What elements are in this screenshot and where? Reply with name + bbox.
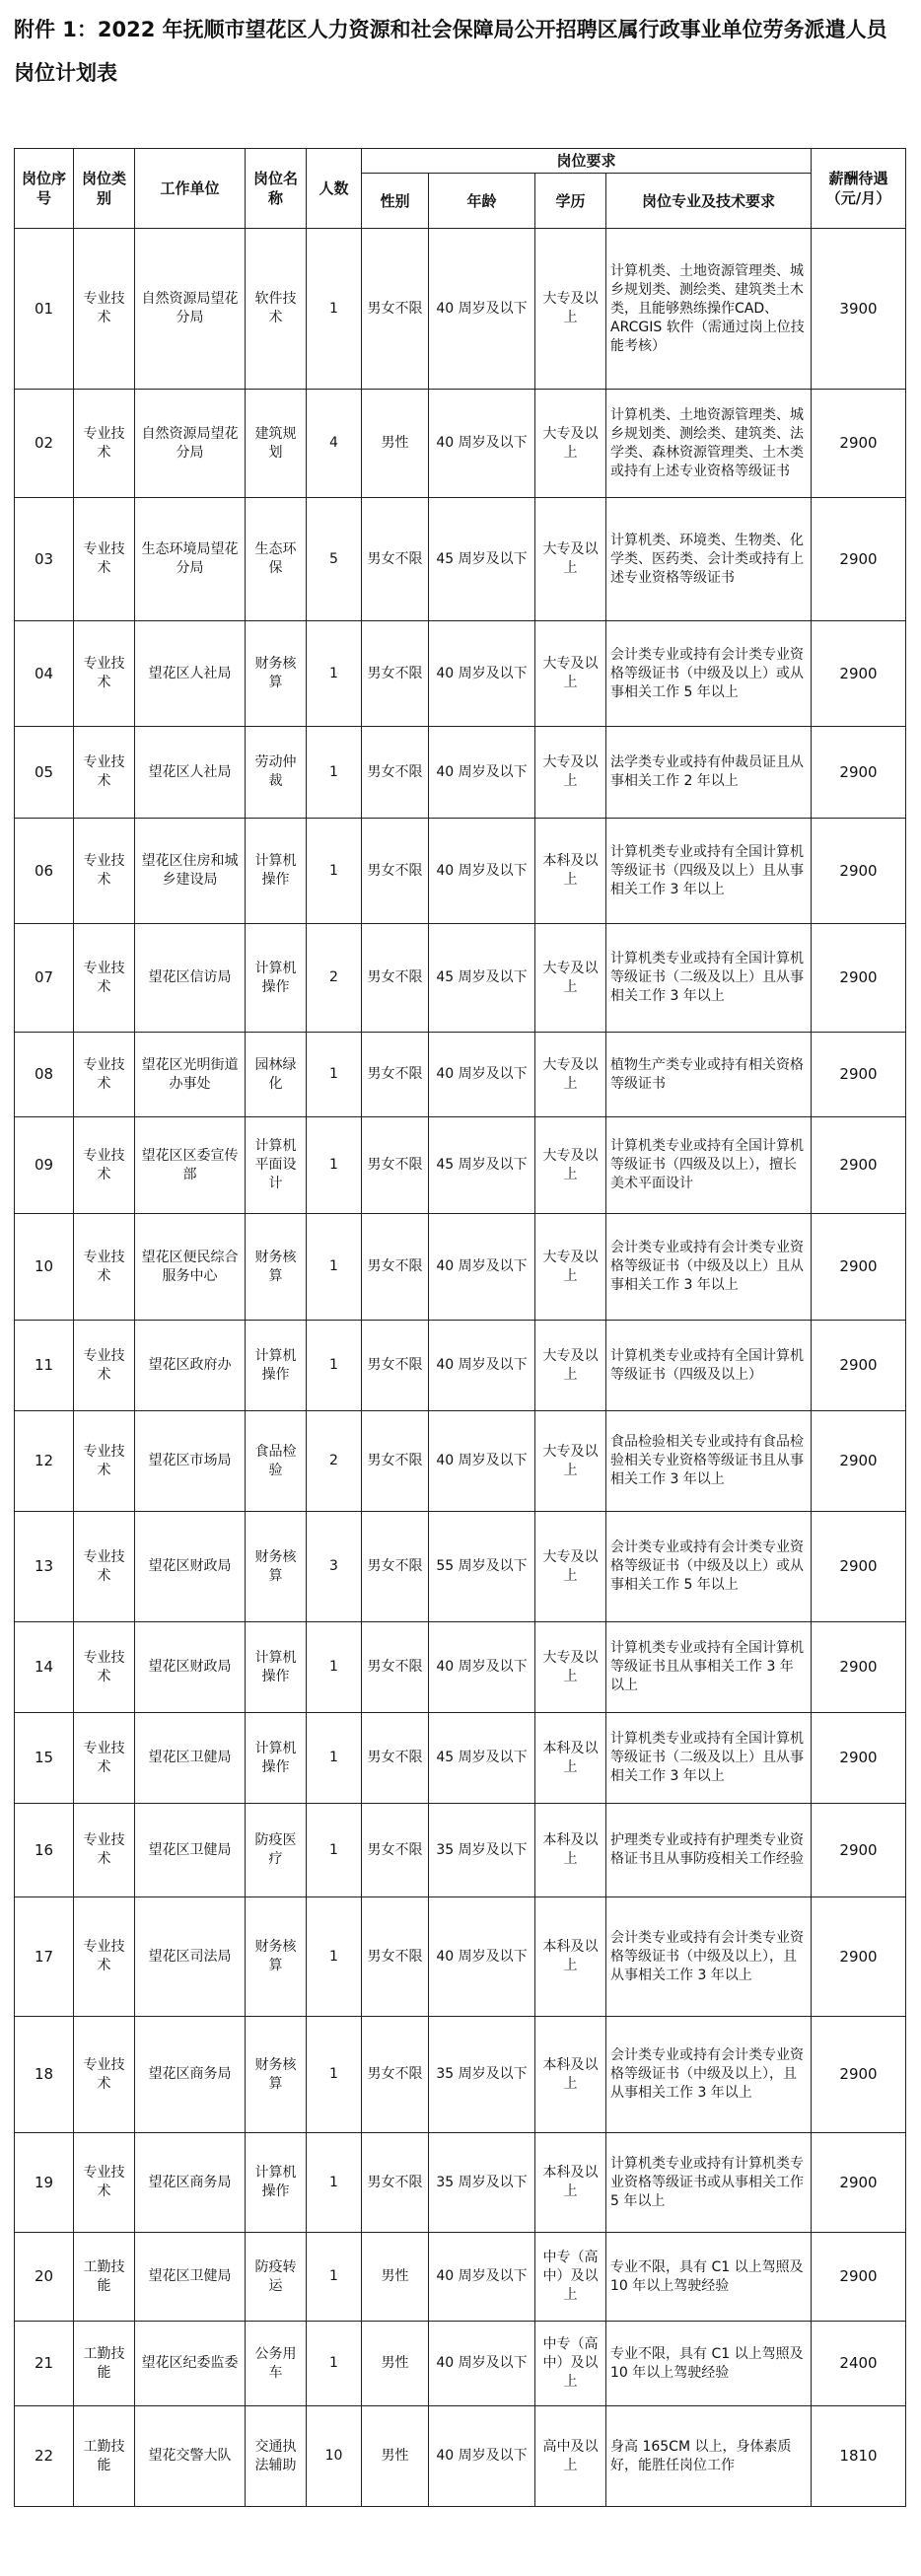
table-cell-unit: 自然资源局望花分局 [135,390,246,498]
table-cell-education: 大专及以上 [535,1214,606,1321]
table-cell-education: 中专（高中）及以上 [535,2322,606,2406]
table-cell-category: 专业技术 [74,819,135,924]
table-cell-seq: 18 [15,2017,74,2133]
table-cell-post: 防疫医疗 [246,1804,307,1897]
table-cell-category: 专业技术 [74,727,135,819]
table-cell-post: 交通执法辅助 [246,2406,307,2507]
table-cell-post: 公务用车 [246,2322,307,2406]
table-cell-age: 45 周岁及以下 [429,498,535,621]
table-cell-count: 10 [307,2406,362,2507]
table-row [15,2017,906,2133]
table-cell-unit: 望花区财政局 [135,1622,246,1713]
table-cell-salary: 3900 [812,229,906,390]
table-cell-education: 本科及以上 [535,2017,606,2133]
table-cell-seq: 09 [15,1117,74,1214]
table-cell-seq: 12 [15,1411,74,1512]
table-cell-salary: 2400 [812,2322,906,2406]
table-cell-age: 40 周岁及以下 [429,1897,535,2017]
table-cell-age: 40 周岁及以下 [429,390,535,498]
table-cell-post: 计算机操作 [246,1713,307,1804]
table-cell-salary: 2900 [812,2133,906,2233]
table-cell-education: 本科及以上 [535,2133,606,2233]
header-major: 岗位专业及技术要求 [606,174,812,229]
table-cell-education: 本科及以上 [535,1713,606,1804]
table-cell-age: 45 周岁及以下 [429,1117,535,1214]
table-cell-post: 财务核算 [246,2017,307,2133]
table-cell-major: 计算机类、土地资源管理类、城乡规划类、测绘类、建筑类、法学类、森林资源管理类、土木类或持有上述专业资格等级证书 [606,390,812,498]
table-cell-unit: 生态环境局望花分局 [135,498,246,621]
table-cell-seq: 06 [15,819,74,924]
table-cell-gender: 男女不限 [362,621,429,727]
table-cell-gender: 男性 [362,2406,429,2507]
table-cell-gender: 男女不限 [362,819,429,924]
table-row [15,390,906,498]
table-cell-category: 专业技术 [74,1897,135,2017]
table-cell-salary: 2900 [812,1117,906,1214]
table-cell-unit: 望花区市场局 [135,1411,246,1512]
table-cell-count: 2 [307,1411,362,1512]
table-cell-seq: 13 [15,1512,74,1622]
table-cell-unit: 望花区卫健局 [135,1804,246,1897]
table-cell-age: 40 周岁及以下 [429,1411,535,1512]
table-cell-post: 财务核算 [246,1512,307,1622]
table-cell-count: 1 [307,1897,362,2017]
header-requirements: 岗位要求 [362,149,812,174]
table-cell-salary: 2900 [812,1033,906,1117]
table-row [15,2406,906,2507]
table-cell-unit: 望花区司法局 [135,1897,246,2017]
table-cell-major: 计算机类专业或持有全国计算机等级证书（二级及以上）且从事相关工作 3 年以上 [606,1713,812,1804]
table-cell-unit: 望花区商务局 [135,2133,246,2233]
table-cell-count: 1 [307,1713,362,1804]
page-title: 附件 1：2022 年抚顺市望花区人力资源和社会保障局公开招聘区属行政事业单位劳务派遣人员岗位计划表 [14,18,887,85]
header-salary: 薪酬待遇（元/月） [812,149,906,229]
table-row [15,1321,906,1411]
table-row [15,1622,906,1713]
table-cell-education: 本科及以上 [535,1897,606,2017]
table-cell-post: 财务核算 [246,1214,307,1321]
table-cell-major: 计算机类专业或持有计算机类专业资格等级证书或从事相关工作 5 年以上 [606,2133,812,2233]
table-cell-age: 40 周岁及以下 [429,1214,535,1321]
table-cell-gender: 男女不限 [362,1411,429,1512]
table-row [15,1033,906,1117]
table-row [15,1804,906,1897]
table-cell-unit: 自然资源局望花分局 [135,229,246,390]
table-cell-seq: 05 [15,727,74,819]
table-cell-post: 防疫转运 [246,2233,307,2322]
table-cell-gender: 男性 [362,2322,429,2406]
table-cell-major: 计算机类专业或持有全国计算机等级证书（四级及以上），擅长美术平面设计 [606,1117,812,1214]
table-cell-seq: 19 [15,2133,74,2233]
table-cell-education: 大专及以上 [535,1622,606,1713]
table-cell-post: 园林绿化 [246,1033,307,1117]
table-cell-gender: 男女不限 [362,229,429,390]
table-cell-salary: 2900 [812,2233,906,2322]
table-row [15,2133,906,2233]
header-education: 学历 [535,174,606,229]
table-cell-count: 1 [307,2322,362,2406]
table-cell-major: 食品检验相关专业或持有食品检验相关专业资格等级证书且从事相关工作 3 年以上 [606,1411,812,1512]
table-cell-unit: 望花区财政局 [135,1512,246,1622]
table-cell-gender: 男女不限 [362,2133,429,2233]
table-cell-major: 会计类专业或持有会计类专业资格等级证书（中级及以上），且从事相关工作 3 年以上 [606,2017,812,2133]
job-plan-table [14,148,906,2507]
table-cell-age: 55 周岁及以下 [429,1512,535,1622]
table-cell-salary: 2900 [812,924,906,1033]
table-cell-category: 专业技术 [74,2133,135,2233]
table-cell-unit: 望花区人社局 [135,727,246,819]
table-cell-category: 专业技术 [74,498,135,621]
table-cell-salary: 2900 [812,1622,906,1713]
table-cell-seq: 17 [15,1897,74,2017]
table-cell-seq: 22 [15,2406,74,2507]
table-cell-salary: 2900 [812,2017,906,2133]
table-cell-unit: 望花区卫健局 [135,1713,246,1804]
table-cell-major: 专业不限，具有 C1 以上驾照及 10 年以上驾驶经验 [606,2322,812,2406]
table-cell-gender: 男女不限 [362,2017,429,2133]
table-cell-major: 计算机类、土地资源管理类、城乡规划类、测绘类、建筑类土木类，且能够熟练操作CAD、ARCGIS 软件（需通过岗上位技能考核） [606,229,812,390]
table-cell-gender: 男性 [362,390,429,498]
header-seq: 岗位序号 [15,149,74,229]
table-cell-education: 中专（高中）及以上 [535,2233,606,2322]
header-age: 年龄 [429,174,535,229]
table-cell-age: 35 周岁及以下 [429,2133,535,2233]
table-cell-gender: 男女不限 [362,1622,429,1713]
table-cell-major: 法学类专业或持有仲裁员证且从事相关工作 2 年以上 [606,727,812,819]
table-cell-major: 会计类专业或持有会计类专业资格等级证书（中级及以上），且从事相关工作 3 年以上 [606,1897,812,2017]
table-cell-count: 4 [307,390,362,498]
table-cell-salary: 2900 [812,1897,906,2017]
table-cell-salary: 2900 [812,727,906,819]
table-cell-education: 大专及以上 [535,1411,606,1512]
table-cell-salary: 2900 [812,390,906,498]
table-cell-major: 会计类专业或持有会计类专业资格等级证书（中级及以上）或从事相关工作 5 年以上 [606,621,812,727]
table-cell-education: 本科及以上 [535,1804,606,1897]
table-cell-major: 护理类专业或持有护理类专业资格证书且从事防疫相关工作经验 [606,1804,812,1897]
table-cell-salary: 2900 [812,1321,906,1411]
table-cell-count: 1 [307,2017,362,2133]
table-cell-unit: 望花区政府办 [135,1321,246,1411]
table-cell-post: 计算机平面设计 [246,1117,307,1214]
table-cell-major: 计算机类、环境类、生物类、化学类、医药类、会计类或持有上述专业资格等级证书 [606,498,812,621]
table-cell-major: 会计类专业或持有会计类专业资格等级证书（中级及以上）或从事相关工作 5 年以上 [606,1512,812,1622]
table-cell-seq: 14 [15,1622,74,1713]
table-cell-seq: 04 [15,621,74,727]
table-cell-unit: 望花区人社局 [135,621,246,727]
table-cell-seq: 03 [15,498,74,621]
table-row [15,1897,906,2017]
table-cell-count: 2 [307,924,362,1033]
table-cell-gender: 男女不限 [362,498,429,621]
table-cell-unit: 望花区商务局 [135,2017,246,2133]
table-cell-post: 财务核算 [246,621,307,727]
table-cell-salary: 2900 [812,1512,906,1622]
table-cell-age: 40 周岁及以下 [429,2322,535,2406]
table-cell-count: 5 [307,498,362,621]
table-cell-post: 计算机操作 [246,1622,307,1713]
table-cell-category: 专业技术 [74,1411,135,1512]
table-cell-count: 1 [307,1033,362,1117]
table-cell-major: 身高 165CM 以上，身体素质好，能胜任岗位工作 [606,2406,812,2507]
table-cell-seq: 08 [15,1033,74,1117]
table-cell-gender: 男女不限 [362,924,429,1033]
table-cell-education: 大专及以上 [535,727,606,819]
table-cell-unit: 望花区区委宣传部 [135,1117,246,1214]
table-cell-gender: 男性 [362,2233,429,2322]
header-post: 岗位名称 [246,149,307,229]
table-cell-category: 专业技术 [74,1117,135,1214]
table-cell-seq: 10 [15,1214,74,1321]
table-cell-seq: 20 [15,2233,74,2322]
table-row [15,1512,906,1622]
table-cell-count: 3 [307,1512,362,1622]
table-cell-education: 本科及以上 [535,819,606,924]
table-cell-seq: 16 [15,1804,74,1897]
table-cell-seq: 15 [15,1713,74,1804]
table-cell-count: 1 [307,1117,362,1214]
table-cell-education: 大专及以上 [535,390,606,498]
table-cell-post: 生态环保 [246,498,307,621]
table-row [15,1411,906,1512]
table-row [15,1117,906,1214]
table-cell-age: 40 周岁及以下 [429,1321,535,1411]
table-cell-major: 计算机类专业或持有全国计算机等级证书（二级及以上）且从事相关工作 3 年以上 [606,924,812,1033]
header-count: 人数 [307,149,362,229]
table-row [15,621,906,727]
table-cell-category: 专业技术 [74,2017,135,2133]
table-cell-category: 专业技术 [74,1622,135,1713]
table-cell-category: 专业技术 [74,1804,135,1897]
table-row [15,498,906,621]
table-cell-age: 35 周岁及以下 [429,1804,535,1897]
table-cell-major: 计算机类专业或持有全国计算机等级证书且从事相关工作 3 年以上 [606,1622,812,1713]
table-cell-post: 建筑规划 [246,390,307,498]
table-cell-category: 工勤技能 [74,2322,135,2406]
table-cell-salary: 2900 [812,819,906,924]
table-row [15,2322,906,2406]
table-row [15,1713,906,1804]
table-cell-count: 1 [307,1214,362,1321]
table-cell-category: 工勤技能 [74,2233,135,2322]
table-cell-category: 专业技术 [74,1512,135,1622]
table-row [15,819,906,924]
table-cell-salary: 2900 [812,1804,906,1897]
table-cell-major: 计算机类专业或持有全国计算机等级证书（四级及以上） [606,1321,812,1411]
table-cell-salary: 2900 [812,1214,906,1321]
table-cell-count: 1 [307,727,362,819]
table-cell-age: 40 周岁及以下 [429,727,535,819]
table-cell-category: 专业技术 [74,1713,135,1804]
table-cell-education: 大专及以上 [535,498,606,621]
table-cell-count: 1 [307,229,362,390]
table-cell-age: 45 周岁及以下 [429,1713,535,1804]
table-cell-unit: 望花区住房和城乡建设局 [135,819,246,924]
table-cell-education: 大专及以上 [535,1117,606,1214]
table-cell-unit: 望花区纪委监委 [135,2322,246,2406]
table-cell-unit: 望花交警大队 [135,2406,246,2507]
table-cell-count: 1 [307,621,362,727]
table-cell-gender: 男女不限 [362,1214,429,1321]
table-cell-education: 大专及以上 [535,1033,606,1117]
table-cell-post: 计算机操作 [246,924,307,1033]
table-cell-age: 40 周岁及以下 [429,621,535,727]
table-cell-category: 专业技术 [74,621,135,727]
table-cell-count: 1 [307,1321,362,1411]
table-cell-salary: 2900 [812,621,906,727]
table-cell-gender: 男女不限 [362,1117,429,1214]
table-cell-major: 专业不限，具有 C1 以上驾照及 10 年以上驾驶经验 [606,2233,812,2322]
table-cell-post: 计算机操作 [246,1321,307,1411]
table-cell-education: 大专及以上 [535,1321,606,1411]
table-cell-salary: 1810 [812,2406,906,2507]
table-cell-major: 植物生产类专业或持有相关资格等级证书 [606,1033,812,1117]
table-row [15,2233,906,2322]
table-cell-post: 软件技术 [246,229,307,390]
table-cell-count: 1 [307,2133,362,2233]
table-cell-seq: 07 [15,924,74,1033]
table-cell-seq: 11 [15,1321,74,1411]
header-gender: 性别 [362,174,429,229]
table-cell-age: 35 周岁及以下 [429,2017,535,2133]
table-cell-gender: 男女不限 [362,1033,429,1117]
table-cell-count: 1 [307,2233,362,2322]
table-cell-gender: 男女不限 [362,1713,429,1804]
table-row [15,229,906,390]
table-cell-post: 财务核算 [246,1897,307,2017]
table-cell-education: 大专及以上 [535,229,606,390]
table-cell-age: 40 周岁及以下 [429,2406,535,2507]
table-cell-unit: 望花区光明街道办事处 [135,1033,246,1117]
table-cell-salary: 2900 [812,498,906,621]
table-cell-gender: 男女不限 [362,1897,429,2017]
table-row [15,1214,906,1321]
table-cell-gender: 男女不限 [362,1321,429,1411]
table-cell-major: 会计类专业或持有会计类专业资格等级证书（中级及以上）且从事相关工作 3 年以上 [606,1214,812,1321]
table-cell-age: 40 周岁及以下 [429,819,535,924]
table-cell-education: 高中及以上 [535,2406,606,2507]
table-cell-age: 40 周岁及以下 [429,2233,535,2322]
table-cell-unit: 望花区便民综合服务中心 [135,1214,246,1321]
table-cell-salary: 2900 [812,1713,906,1804]
table-cell-post: 计算机操作 [246,819,307,924]
table-cell-category: 专业技术 [74,1033,135,1117]
header-category: 岗位类别 [74,149,135,229]
table-cell-education: 大专及以上 [535,924,606,1033]
table-cell-category: 工勤技能 [74,2406,135,2507]
table-cell-gender: 男女不限 [362,727,429,819]
table-cell-category: 专业技术 [74,924,135,1033]
table-cell-unit: 望花区信访局 [135,924,246,1033]
table-cell-post: 劳动仲裁 [246,727,307,819]
table-cell-age: 40 周岁及以下 [429,229,535,390]
table-cell-salary: 2900 [812,1411,906,1512]
table-cell-age: 45 周岁及以下 [429,924,535,1033]
table-cell-education: 大专及以上 [535,621,606,727]
table-cell-category: 专业技术 [74,1214,135,1321]
table-cell-seq: 02 [15,390,74,498]
table-cell-age: 40 周岁及以下 [429,1033,535,1117]
table-cell-category: 专业技术 [74,229,135,390]
table-cell-category: 专业技术 [74,1321,135,1411]
table-cell-major: 计算机类专业或持有全国计算机等级证书（四级及以上）且从事相关工作 3 年以上 [606,819,812,924]
header-unit: 工作单位 [135,149,246,229]
table-cell-gender: 男女不限 [362,1512,429,1622]
table-cell-gender: 男女不限 [362,1804,429,1897]
table-cell-age: 40 周岁及以下 [429,1622,535,1713]
table-row [15,727,906,819]
table-cell-seq: 01 [15,229,74,390]
table-row [15,924,906,1033]
table-cell-category: 专业技术 [74,390,135,498]
table-cell-count: 1 [307,1622,362,1713]
table-cell-unit: 望花区卫健局 [135,2233,246,2322]
table-cell-count: 1 [307,819,362,924]
table-cell-seq: 21 [15,2322,74,2406]
table-cell-post: 食品检验 [246,1411,307,1512]
table-cell-education: 大专及以上 [535,1512,606,1622]
table-cell-post: 计算机操作 [246,2133,307,2233]
table-cell-count: 1 [307,1804,362,1897]
